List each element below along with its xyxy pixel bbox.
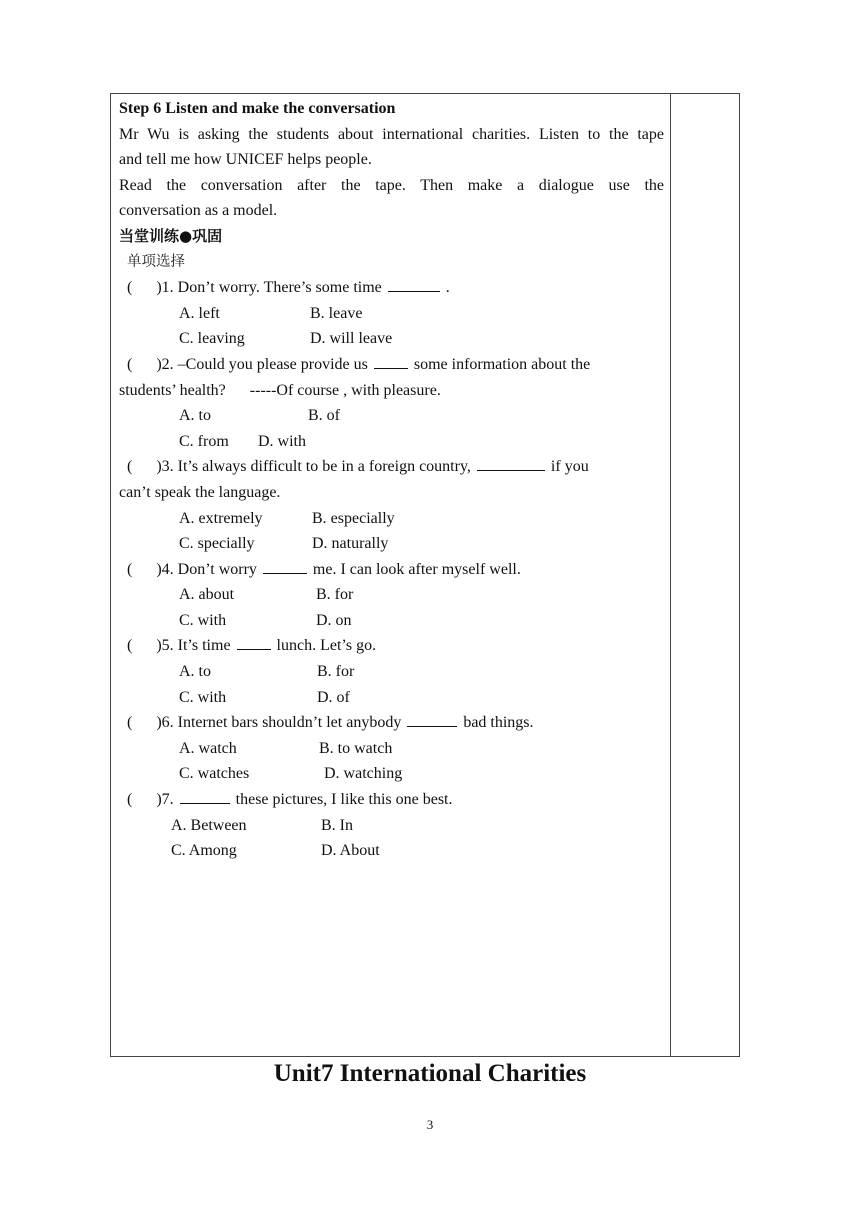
question-text: . <box>445 279 450 297</box>
unit-title: Unit7 International Charities <box>273 1060 587 1087</box>
options-row <box>119 761 664 787</box>
question-5 <box>119 633 664 659</box>
question-2 <box>119 352 664 378</box>
option-b[interactable]: B. of <box>308 407 340 425</box>
step-heading: Step 6 Listen and make the conversation <box>119 100 396 117</box>
step-instruction-line: and tell me how UNICEF helps people. <box>119 151 372 169</box>
question-6 <box>119 710 664 736</box>
question-text: )6. Internet bars shouldn’t let anybody <box>156 714 402 732</box>
option-c[interactable]: C. with <box>179 688 227 706</box>
option-c[interactable]: C. leaving <box>179 330 245 348</box>
options-row <box>119 685 664 711</box>
option-a[interactable]: A. to <box>179 663 211 681</box>
question-continuation: can’t speak the language. <box>119 483 281 501</box>
option-d[interactable]: D. will leave <box>310 330 393 348</box>
answer-paren: ( <box>127 560 133 578</box>
options-row <box>119 326 664 352</box>
lesson-content <box>119 96 664 864</box>
question-text: )3. It’s always difficult to be in a foreign country, <box>156 458 471 476</box>
option-c[interactable]: C. from <box>179 432 229 450</box>
option-c[interactable]: C. specially <box>179 535 255 553</box>
question-text: these pictures, I like this one best. <box>235 791 453 809</box>
option-b[interactable]: B. especially <box>312 509 395 527</box>
option-c[interactable]: C. Among <box>171 842 237 860</box>
option-b[interactable]: B. leave <box>310 304 363 322</box>
answer-blank[interactable] <box>407 712 457 727</box>
option-a[interactable]: A. left <box>179 304 220 322</box>
options-row <box>119 736 664 762</box>
option-b[interactable]: B. for <box>316 586 354 604</box>
answer-blank[interactable] <box>237 635 271 650</box>
step-instruction-line: conversation as a model. <box>119 202 278 220</box>
option-b[interactable]: B. for <box>317 663 355 681</box>
answer-paren: ( <box>127 637 133 655</box>
answer-paren: ( <box>127 458 133 476</box>
step-instruction-line: Read the conversation after the tape. Then make a dialogue use the <box>119 176 664 194</box>
answer-paren: ( <box>127 791 133 809</box>
options-row <box>119 582 664 608</box>
option-c[interactable]: C. watches <box>179 765 250 783</box>
question-text: lunch. Let’s go. <box>276 637 377 655</box>
answer-blank[interactable] <box>263 559 307 574</box>
options-row <box>119 838 664 864</box>
option-d[interactable]: D. with <box>258 432 306 450</box>
answer-paren: ( <box>127 279 133 297</box>
practice-subheading: 单项选择 <box>127 253 185 270</box>
answer-paren: ( <box>127 714 133 732</box>
step-instruction-line: Mr Wu is asking the students about international charities. Listen to the tape <box>119 125 664 143</box>
option-b[interactable]: B. to watch <box>319 739 393 757</box>
options-row <box>119 301 664 327</box>
question-7 <box>119 787 664 813</box>
option-a[interactable]: A. to <box>179 407 211 425</box>
option-d[interactable]: D. on <box>316 611 352 629</box>
options-row <box>119 429 664 455</box>
option-c[interactable]: C. with <box>179 611 227 629</box>
notes-column-divider <box>670 93 671 1057</box>
answer-paren: ( <box>127 355 133 373</box>
question-text: )2. –Could you please provide us <box>156 355 368 373</box>
options-row <box>119 531 664 557</box>
option-d[interactable]: D. of <box>317 688 350 706</box>
answer-blank[interactable] <box>477 456 545 471</box>
answer-blank[interactable] <box>388 277 440 292</box>
options-row <box>119 813 664 839</box>
option-d[interactable]: D. watching <box>324 765 403 783</box>
page-number: 3 <box>426 1117 434 1132</box>
options-row <box>119 403 664 429</box>
question-text: if you <box>550 458 589 476</box>
question-3 <box>119 454 664 480</box>
practice-heading: 当堂训练●巩固 <box>119 226 223 245</box>
question-text: )4. Don’t worry <box>156 560 257 578</box>
option-a[interactable]: A. Between <box>171 816 247 834</box>
question-text: some information about the <box>413 355 591 373</box>
question-1 <box>119 275 664 301</box>
option-a[interactable]: A. extremely <box>179 509 263 527</box>
answer-blank[interactable] <box>180 789 230 804</box>
answer-blank[interactable] <box>374 354 408 369</box>
option-a[interactable]: A. watch <box>179 739 237 757</box>
question-text: )5. It’s time <box>156 637 231 655</box>
option-d[interactable]: D. naturally <box>312 535 389 553</box>
option-b[interactable]: B. In <box>321 816 353 834</box>
option-d[interactable]: D. About <box>321 842 380 860</box>
question-continuation: students’ health? -----Of course , with pleasure. <box>119 381 441 399</box>
option-a[interactable]: A. about <box>179 586 235 604</box>
options-row <box>119 506 664 532</box>
question-text: bad things. <box>463 714 534 732</box>
question-4 <box>119 557 664 583</box>
question-text: )1. Don’t worry. There’s some time <box>156 279 382 297</box>
options-row <box>119 659 664 685</box>
options-row <box>119 608 664 634</box>
question-text: )7. <box>156 791 174 809</box>
question-text: me. I can look after myself well. <box>312 560 521 578</box>
